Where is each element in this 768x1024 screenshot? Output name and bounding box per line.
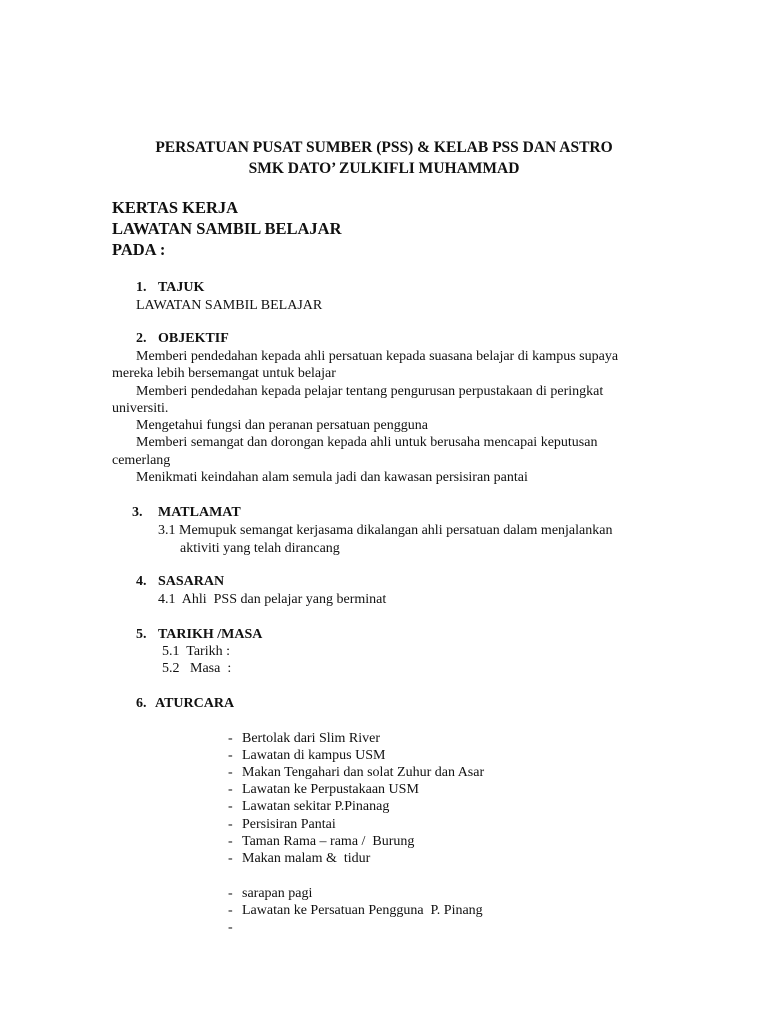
section-2-label: OBJEKTIF	[158, 331, 229, 346]
aturcara-item: - Lawatan ke Persatuan Pengguna P. Pinang	[228, 903, 483, 918]
title-line-1: PERSATUAN PUSAT SUMBER (PSS) & KELAB PSS DAN ASTRO	[155, 139, 613, 156]
objektif-line: mereka lebih bersemangat untuk belajar	[112, 366, 336, 381]
objektif-line: Memberi pendedahan kepada ahli persatuan kepada suasana belajar di kampus supaya	[136, 349, 619, 364]
section-5-label: TARIKH /MASA	[158, 627, 263, 642]
aturcara-item: - Bertolak dari Slim River	[228, 731, 381, 746]
section-3-label: MATLAMAT	[158, 505, 241, 520]
objektif-line: Menikmati keindahan alam semula jadi dan kawasan persisiran pantai	[136, 470, 528, 485]
section-5-number: 5.	[136, 627, 147, 642]
heading-lawatan: LAWATAN SAMBIL BELAJAR	[112, 219, 342, 238]
section-6-label: ATURCARA	[155, 696, 235, 711]
objektif-line: Memberi semangat dan dorongan kepada ahli untuk berusaha mencapai keputusan	[136, 435, 598, 450]
aturcara-item: - Persisiran Pantai	[228, 817, 336, 832]
matlamat-line-1: 3.1 Memupuk semangat kerjasama dikalangan ahli persatuan dalam menjalankan	[158, 523, 613, 538]
objektif-line: cemerlang	[112, 453, 171, 468]
title-line-2: SMK DATO’ ZULKIFLI MUHAMMAD	[248, 160, 520, 177]
aturcara-item: - Makan Tengahari dan solat Zuhur dan Asar	[228, 765, 485, 780]
section-1-text: LAWATAN SAMBIL BELAJAR	[136, 298, 323, 313]
aturcara-item: - sarapan pagi	[228, 886, 313, 901]
section-3-number: 3.	[132, 505, 143, 520]
aturcara-item: - Lawatan sekitar P.Pinanag	[228, 799, 390, 814]
matlamat-line-2: aktiviti yang telah dirancang	[180, 541, 340, 556]
section-1-label: TAJUK	[158, 280, 205, 295]
aturcara-item: -	[228, 920, 233, 935]
section-2-number: 2.	[136, 331, 147, 346]
tarikh-item: 5.1 Tarikh :	[162, 644, 230, 659]
heading-pada: PADA :	[112, 240, 166, 259]
section-4-number: 4.	[136, 574, 147, 589]
section-1-number: 1.	[136, 280, 147, 295]
section-4-label: SASARAN	[158, 574, 225, 589]
aturcara-item: - Lawatan ke Perpustakaan USM	[228, 782, 419, 797]
aturcara-item: - Taman Rama – rama / Burung	[228, 834, 415, 849]
masa-item: 5.2 Masa :	[162, 661, 232, 676]
heading-kertas-kerja: KERTAS KERJA	[112, 198, 239, 217]
sasaran-item: 4.1 Ahli PSS dan pelajar yang berminat	[158, 592, 387, 607]
objektif-line: Memberi pendedahan kepada pelajar tentang pengurusan perpustakaan di peringkat	[136, 384, 604, 399]
objektif-line: universiti.	[112, 401, 169, 416]
objektif-line: Mengetahui fungsi dan peranan persatuan pengguna	[136, 418, 428, 433]
section-6-number: 6.	[136, 696, 147, 711]
aturcara-item: - Makan malam & tidur	[228, 851, 371, 866]
aturcara-item: - Lawatan di kampus USM	[228, 748, 386, 763]
